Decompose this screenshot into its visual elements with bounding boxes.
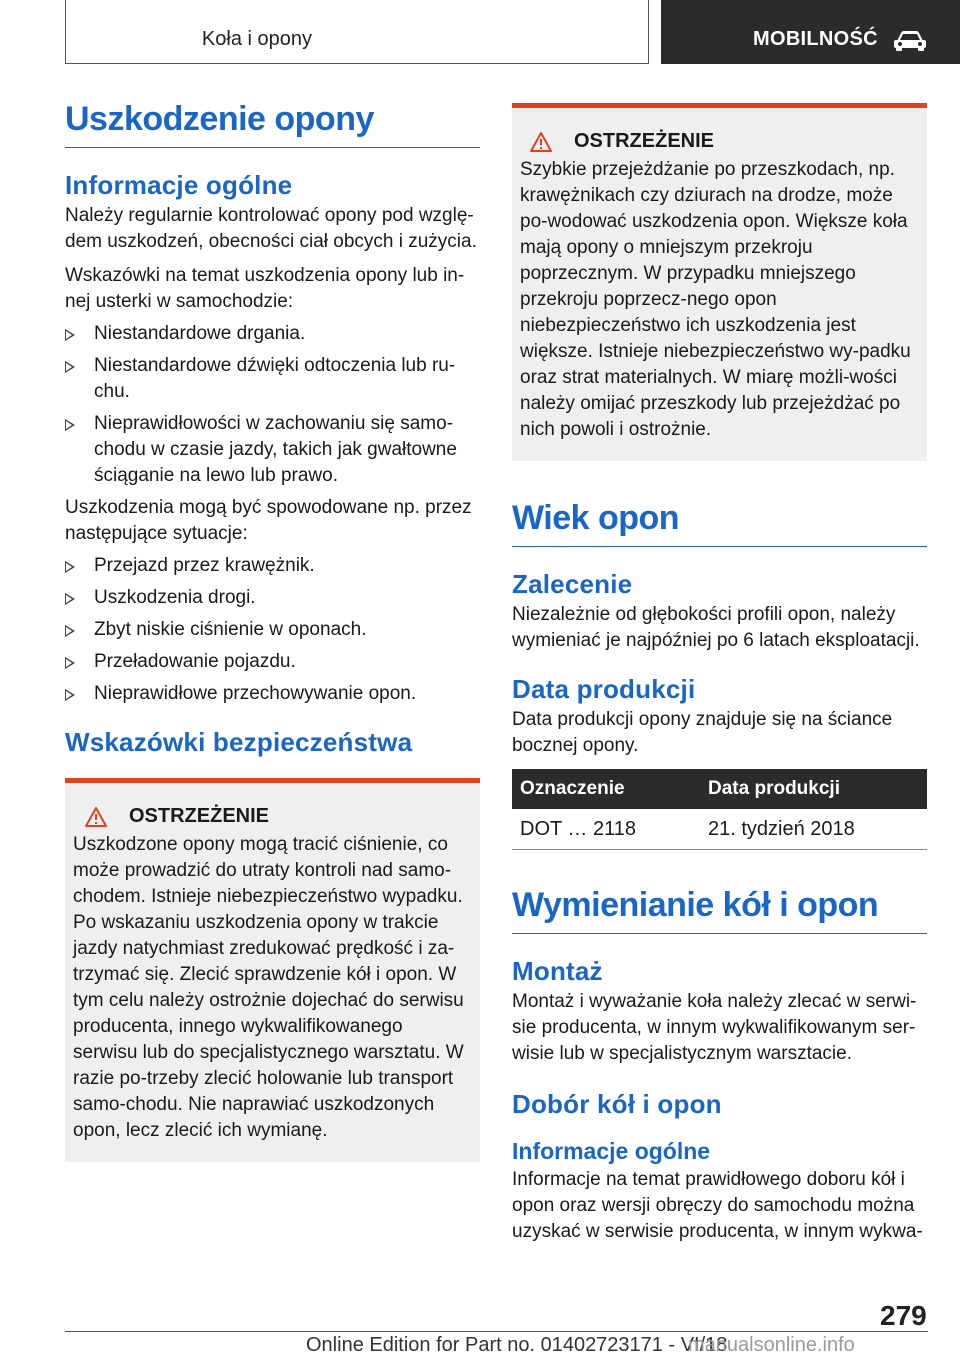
warning-triangle-icon [530, 132, 552, 152]
table-header-cell: Data produkcji [700, 769, 927, 809]
general-paragraph-1: Należy regularnie kontrolować opony pod wzglę-dem uszkodzeń, obecności ciał obcych i zużycia. [65, 205, 477, 252]
causes-list [65, 553, 480, 707]
bullet-triangle-icon [65, 329, 75, 341]
subheading-general-info: Informacje ogólne [512, 1138, 711, 1164]
page-number: 279 [880, 1300, 927, 1331]
table-header-cell: Oznaczenie [512, 769, 700, 809]
header-section-box [65, 0, 649, 64]
car-icon [893, 30, 927, 52]
bullet-triangle-icon [65, 361, 75, 373]
right-column [512, 103, 927, 1245]
footer-edition: Online Edition for Part no. 01402723171 - VI/18 [306, 1334, 728, 1356]
table-cell: 21. tydzień 2018 [700, 809, 927, 850]
heading-mounting: Montaż [512, 956, 603, 986]
left-column [65, 100, 480, 1162]
recommendation-text: Niezależnie od głębokości profili opon, należy wymieniać je najpóźniej po 6 latach eksploatacji. [512, 604, 920, 651]
production-date-table [512, 769, 927, 850]
header-section-title: Koła i opony [201, 28, 312, 50]
table-header-row [512, 769, 927, 809]
bullet-triangle-icon [65, 561, 75, 573]
footer-divider [65, 1331, 928, 1332]
bullet-triangle-icon [65, 419, 75, 431]
heading-wheel-selection: Dobór kół i opon [512, 1089, 722, 1119]
heading-safety: Wskazówki bezpieczeństwa [65, 727, 413, 757]
list-item: Niestandardowe drgania. [65, 321, 480, 347]
warning-title: OSTRZEŻENIE [574, 130, 715, 152]
bullet-triangle-icon [65, 593, 75, 605]
section-title-wheel-change: Wymienianie kół i opon [512, 886, 927, 934]
general-paragraph-2: Wskazówki na temat uszkodzenia opony lub in-nej usterki w samochodzie: [65, 265, 465, 312]
header-chapter-box [661, 0, 960, 64]
list-item: Niestandardowe dźwięki odtoczenia lub ru-chu. [65, 353, 480, 405]
warning-text: Uszkodzone opony mogą tracić ciśnienie, co może prowadzić do utraty kontroli nad samo-chodem. Istnieje niebezpieczeństwo wypadku. Po wskazaniu uszkodzenia opony w trakcie jazdy natychmiast zredukować prędkość i za-trzymać się. Zlecić sprawdzenie kół i opon. W tym celu należy ostrożnie dojechać do serwisu producenta, innego wykwalifikowanego serwisu lub do specjalistycznego warsztatu. W razie po-trzeby zlecić holowanie lub transport samo-chodu. Nie naprawiać uszkodzonych opon, lecz zlecić ich wymianę. [73, 834, 464, 1141]
mounting-text: Montaż i wyważanie koła należy zlecać w serwi-sie producenta, w innym wykwalifikowanym ser-wisie lub w specjalistycznym warsztacie. [512, 991, 917, 1064]
bullet-triangle-icon [65, 625, 75, 637]
bullet-triangle-icon [65, 657, 75, 669]
list-item: Nieprawidłowe przechowywanie opon. [65, 681, 480, 707]
list-item: Nieprawidłowości w zachowaniu się samo-chodu w czasie jazdy, takich jak gwałtowne ściąganie na lewo lub prawo. [65, 411, 480, 489]
header-chapter-title: MOBILNOŚĆ [753, 28, 878, 50]
heading-production-date: Data produkcji [512, 674, 696, 704]
list-item: Zbyt niskie ciśnienie w oponach. [65, 617, 480, 643]
warning-box-right [512, 103, 927, 461]
table-row [512, 809, 927, 850]
heading-recommendation: Zalecenie [512, 569, 633, 599]
section-title-tire-age: Wiek opon [512, 499, 927, 547]
list-item: Przejazd przez krawężnik. [65, 553, 480, 579]
production-date-text: Data produkcji opony znajduje się na ściance bocznej opony. [512, 709, 893, 756]
table-cell: DOT … 2118 [512, 809, 700, 850]
causes-intro: Uszkodzenia mogą być spowodowane np. przez następujące sytuacje: [65, 497, 472, 544]
list-item: Uszkodzenia drogi. [65, 585, 480, 611]
warning-text: Szybkie przejeżdżanie po przeszkodach, np. krawężnikach czy dziurach na drodze, może po-wodować uszkodzenia opon. Większe koła mają opony o mniejszym przekroju poprzecznym. W przypadku mniejszego przekroju poprzecz-nego opon niebezpieczeństwo ich uszkodzenia jest większe. Istnieje niebezpieczeństwo wy-padku oraz strat materialnych. W miarę możli-wości należy omijać przeszkody lub przejeżdżać po nich powoli i ostrożnie. [520, 159, 911, 440]
warning-title: OSTRZEŻENIE [129, 805, 270, 827]
warning-triangle-icon [85, 807, 107, 827]
section-title-tire-damage: Uszkodzenie opony [65, 100, 480, 148]
heading-general-info: Informacje ogólne [65, 170, 293, 200]
warning-box-left [65, 778, 480, 1162]
list-item: Przeładowanie pojazdu. [65, 649, 480, 675]
wheel-selection-text: Informacje na temat prawidłowego doboru kół i opon oraz wersji obręczy do samochodu można uzyskać w serwisie producenta, w innym wykwa- [512, 1169, 923, 1242]
bullet-triangle-icon [65, 689, 75, 701]
footer-watermark: manualsonline.info [688, 1334, 855, 1356]
signs-list [65, 321, 480, 489]
